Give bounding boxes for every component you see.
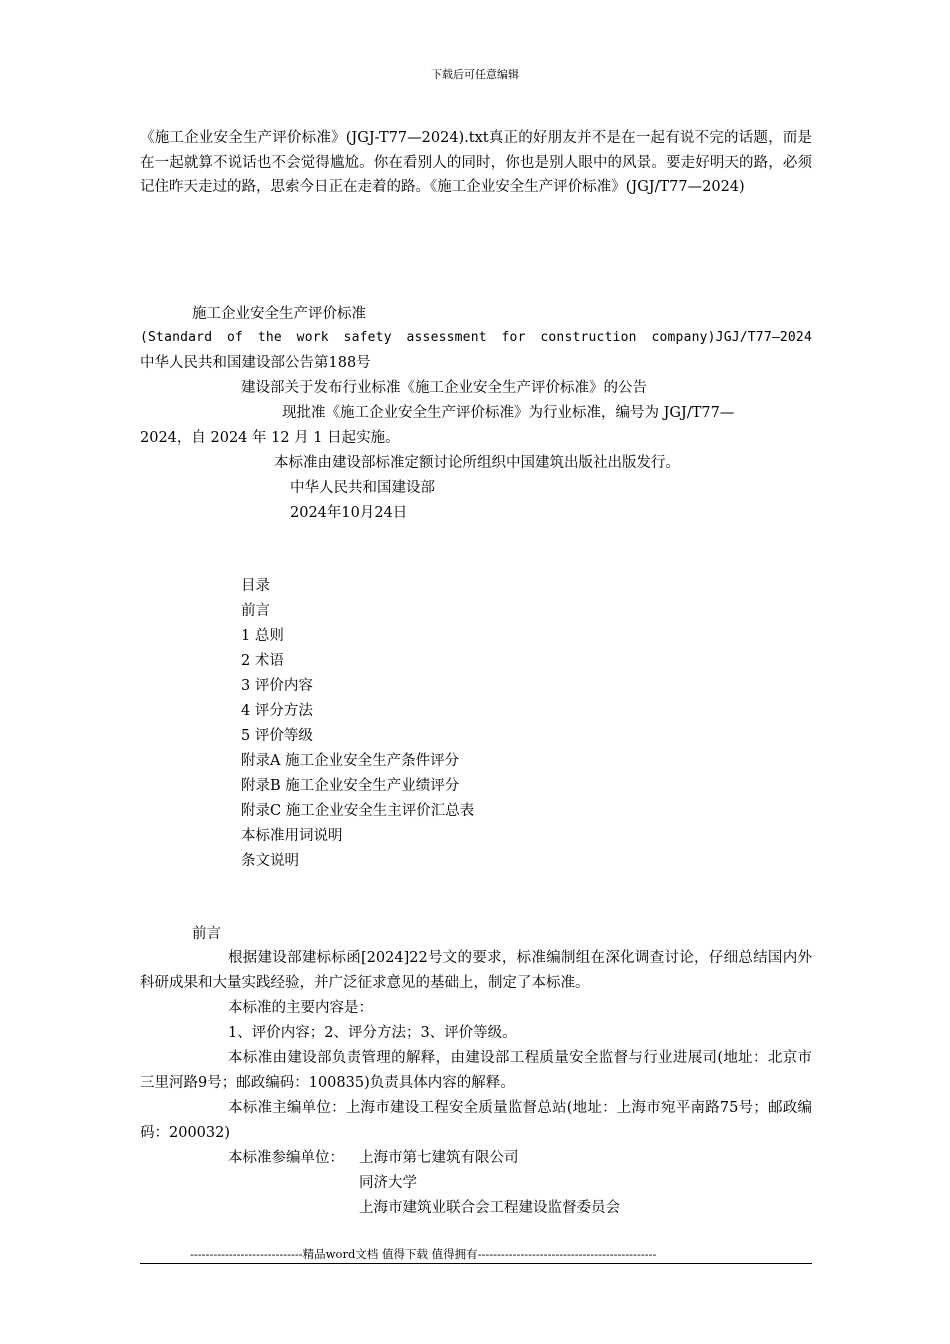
preface-paragraph-1: 根据建设部建标标函[2024]22号文的要求，标准编制组在深化调查讨论，仔细总结国内外科研成果和大量实践经验，并广泛征求意见的基础上，制定了本标准。 [140,950,812,991]
document-title: 施工企业安全生产评价标准 [192,306,366,322]
toc-item: 附录C 施工企业安全生主评价汇总表 [241,803,475,819]
page-header: 下载后可任意编辑 [431,68,519,81]
preface-paragraph-4: 本标准由建设部负责管理的解释，由建设部工程质量安全监督与行业进展司(地址：北京市三里河路9号；邮政编码：100835)负责具体内容的解释。 [140,1050,812,1091]
issuer: 中华人民共和国建设部 [290,480,435,496]
page-footer: -----------------------------精品word文档 值得下载 值得拥有---------------------------------------------- [190,1247,657,1261]
footer-rule [140,1263,812,1264]
preface-paragraph-3: 1、评价内容；2、评分方法；3、评价等级。 [228,1025,517,1041]
toc-item: 2 术语 [241,653,284,669]
preface-paragraph-2: 本标准的主要内容是： [228,1000,373,1016]
participant-unit: 同济大学 [359,1175,417,1191]
intro-paragraph: 《施工企业安全生产评价标准》(JGJ-T77—2024).txt真正的好朋友并不是在一起有说不完的话题，而是在一起就算不说话也不会觉得尴尬。你在看别人的同时，你也是别人眼中的风景。要走好明天的路，必须记住昨天走过的路，思索今日正在走着的路。《施工企业安全生产评价标准》(JGJ/T77—2024) [140,130,812,195]
toc-item: 3 评价内容 [241,678,313,694]
announcement-number: 中华人民共和国建设部公告第188号 [140,355,371,371]
announcement-title: 建设部关于发布行业标准《施工企业安全生产评价标准》的公告 [241,380,647,396]
english-title: (Standard of the work safety assessment for construction company)JGJ/T77—2024 [140,330,812,345]
approval-line-1: 现批准《施工企业安全生产评价标准》为行业标准，编号为 JGJ/T77— [282,405,735,421]
table-of-contents [241,574,474,874]
publisher-note: 本标准由建设部标准定额讨论所组织中国建筑出版社出版发行。 [274,455,680,471]
toc-item: 1 总则 [241,628,284,644]
issue-date: 2024年10月24日 [290,505,408,521]
participants-label: 本标准参编单位： [228,1150,344,1166]
participant-unit: 上海市第七建筑有限公司 [359,1150,519,1166]
preface-paragraph-5: 本标准主编单位：上海市建设工程安全质量监督总站(地址：上海市宛平南路75号；邮政编码：200032) [140,1100,812,1141]
participant-unit: 上海市建筑业联合会工程建设监督委员会 [359,1200,620,1216]
preface-heading: 前言 [192,926,221,942]
toc-item: 附录A 施工企业安全生产条件评分 [241,753,460,769]
toc-item: 5 评价等级 [241,728,313,744]
approval-line-2: 2024，自 2024 年 12 月 1 日起实施。 [140,430,400,446]
toc-item: 4 评分方法 [241,703,313,719]
toc-item: 前言 [241,603,270,619]
toc-item: 本标准用词说明 [241,828,343,844]
toc-item: 附录B 施工企业安全生产业绩评分 [241,778,460,794]
toc-heading: 目录 [241,578,270,594]
toc-item: 条文说明 [241,853,299,869]
